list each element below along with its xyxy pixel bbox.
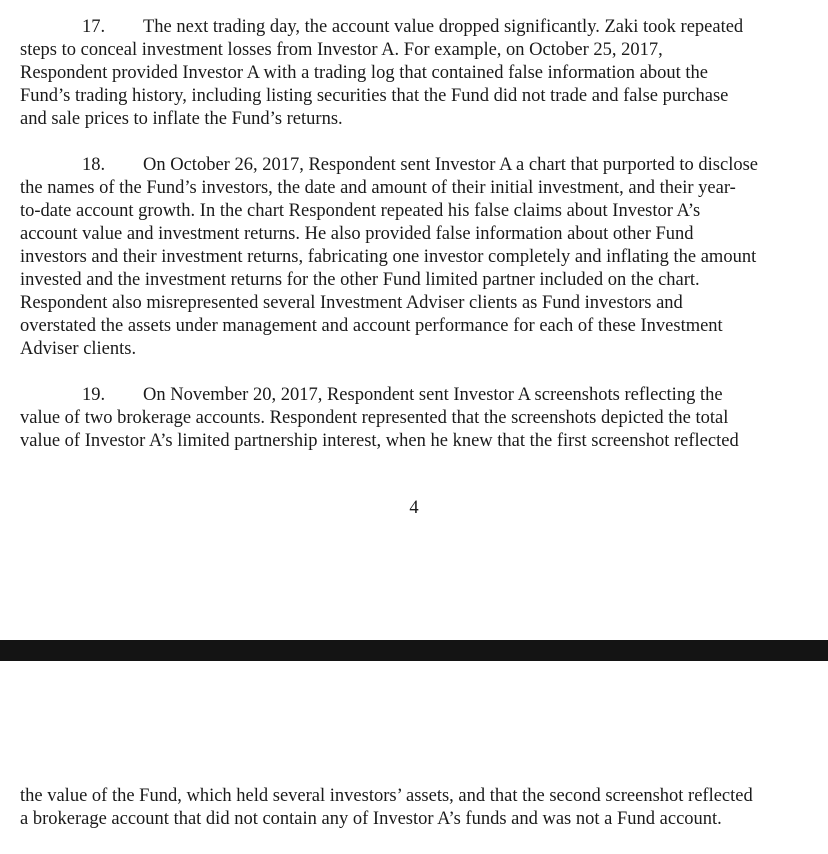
paragraph-line: account value and investment returns. He also provided false information about other Fund bbox=[20, 224, 694, 244]
paragraph-line: value of two brokerage accounts. Respondent represented that the screenshots depicted the total bbox=[20, 408, 729, 428]
paragraph-line: Adviser clients. bbox=[20, 339, 137, 359]
paragraph-line: Respondent provided Investor A with a trading log that contained false information about the bbox=[20, 63, 708, 83]
paragraph-line: 17. The next trading day, the account value dropped significantly. Zaki took repeated bbox=[82, 17, 744, 37]
paragraph-line: to-date account growth. In the chart Respondent repeated his false claims about Investor A’s bbox=[20, 201, 701, 221]
paragraph-number: 17. bbox=[82, 17, 106, 37]
paragraph-line: Fund’s trading history, including listing securities that the Fund did not trade and false purchase bbox=[20, 86, 729, 106]
paragraph-number: 19. bbox=[82, 385, 106, 405]
paragraph-19 bbox=[20, 384, 812, 453]
paragraph-line: overstated the assets under management and account performance for each of these Investment bbox=[20, 316, 723, 336]
page-break-divider bbox=[0, 640, 828, 661]
paragraph-line: 19. On November 20, 2017, Respondent sent Investor A screenshots reflecting the bbox=[82, 385, 723, 405]
paragraph-line: 18. On October 26, 2017, Respondent sent Investor A a chart that purported to disclose bbox=[82, 155, 758, 175]
paragraph-line: steps to conceal investment losses from Investor A. For example, on October 25, 2017, bbox=[20, 40, 663, 60]
paragraph-19-continued bbox=[20, 785, 812, 831]
paragraph-18 bbox=[20, 154, 812, 361]
page-number: 4 bbox=[409, 498, 419, 518]
paragraph-number: 18. bbox=[82, 155, 106, 175]
paragraph-line: a brokerage account that did not contain any of Investor A’s funds and was not a Fund account. bbox=[20, 809, 722, 829]
paragraph-line: the value of the Fund, which held several investors’ assets, and that the second screenshot reflected bbox=[20, 786, 753, 806]
paragraph-line: and sale prices to inflate the Fund’s returns. bbox=[20, 109, 343, 129]
paragraph-line: value of Investor A’s limited partnership interest, when he knew that the first screenshot reflected bbox=[20, 431, 739, 451]
paragraph-line: Respondent also misrepresented several Investment Adviser clients as Fund investors and bbox=[20, 293, 683, 313]
paragraph-line: the names of the Fund’s investors, the date and amount of their initial investment, and their year- bbox=[20, 178, 736, 198]
cut-off-heading bbox=[280, 846, 520, 854]
paragraph-17 bbox=[20, 16, 812, 131]
paragraph-line: investors and their investment returns, fabricating one investor completely and inflating the amount bbox=[20, 247, 757, 267]
paragraph-line: invested and the investment returns for the other Fund limited partner included on the chart. bbox=[20, 270, 700, 290]
